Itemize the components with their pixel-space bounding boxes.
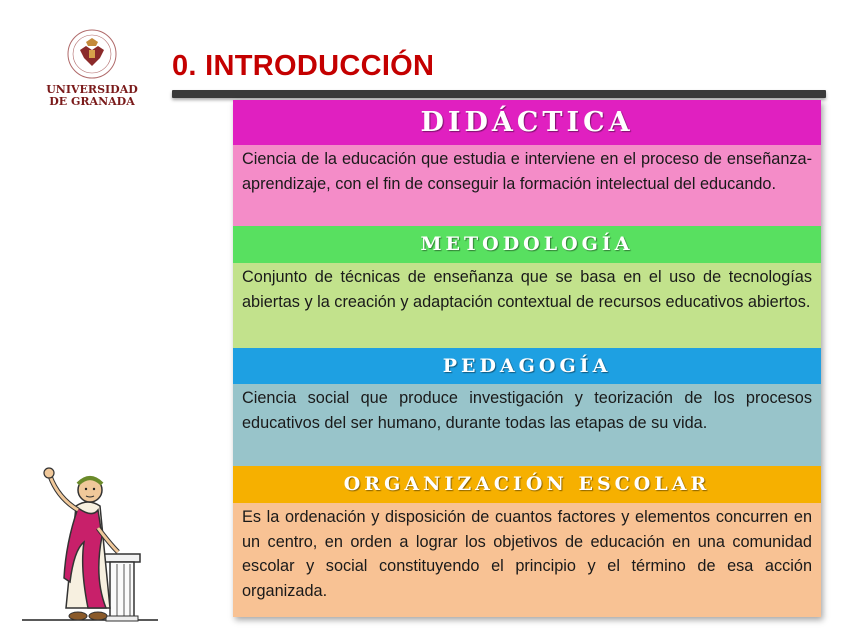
metodologia-heading: METODOLOGÍA [233, 226, 821, 263]
didactica-text: Ciencia de la educación que estudia e interviene en el proceso de enseñanza-aprendizaje, con el fin de conseguir la formación intelectual del educando. [233, 145, 821, 226]
didactica-heading: DIDÁCTICA [233, 100, 821, 145]
university-crest-icon [66, 28, 118, 80]
title-underline [172, 90, 826, 98]
metodologia-text: Conjunto de técnicas de enseñanza que se basa en el uso de tecnologías abiertas y la creación y adaptación contextual de recursos educativos abiertos. [233, 263, 821, 348]
organizacion-escolar-heading: ORGANIZACIÓN ESCOLAR [233, 466, 821, 503]
organizacion-escolar-text: Es la ordenación y disposición de cuantos factores y elementos concurren en un centro, en orden a lograr los objetivos de educación en una comunidad escolar y social constituyendo el principio y el término de esa acción organizada. [233, 503, 821, 617]
roman-orator-illustration [18, 458, 168, 628]
page-title: 0. INTRODUCCIÓN [172, 50, 435, 82]
logo-text-line1: UNIVERSIDAD [46, 83, 138, 96]
pedagogia-heading: PEDAGOGÍA [233, 348, 821, 384]
logo-text-line2: DE GRANADA [49, 95, 135, 108]
definitions-panel [233, 100, 821, 617]
university-logo [44, 28, 140, 118]
pedagogia-text: Ciencia social que produce investigación y teorización de los procesos educativos del ser humano, durante todas las etapas de su vida. [233, 384, 821, 466]
